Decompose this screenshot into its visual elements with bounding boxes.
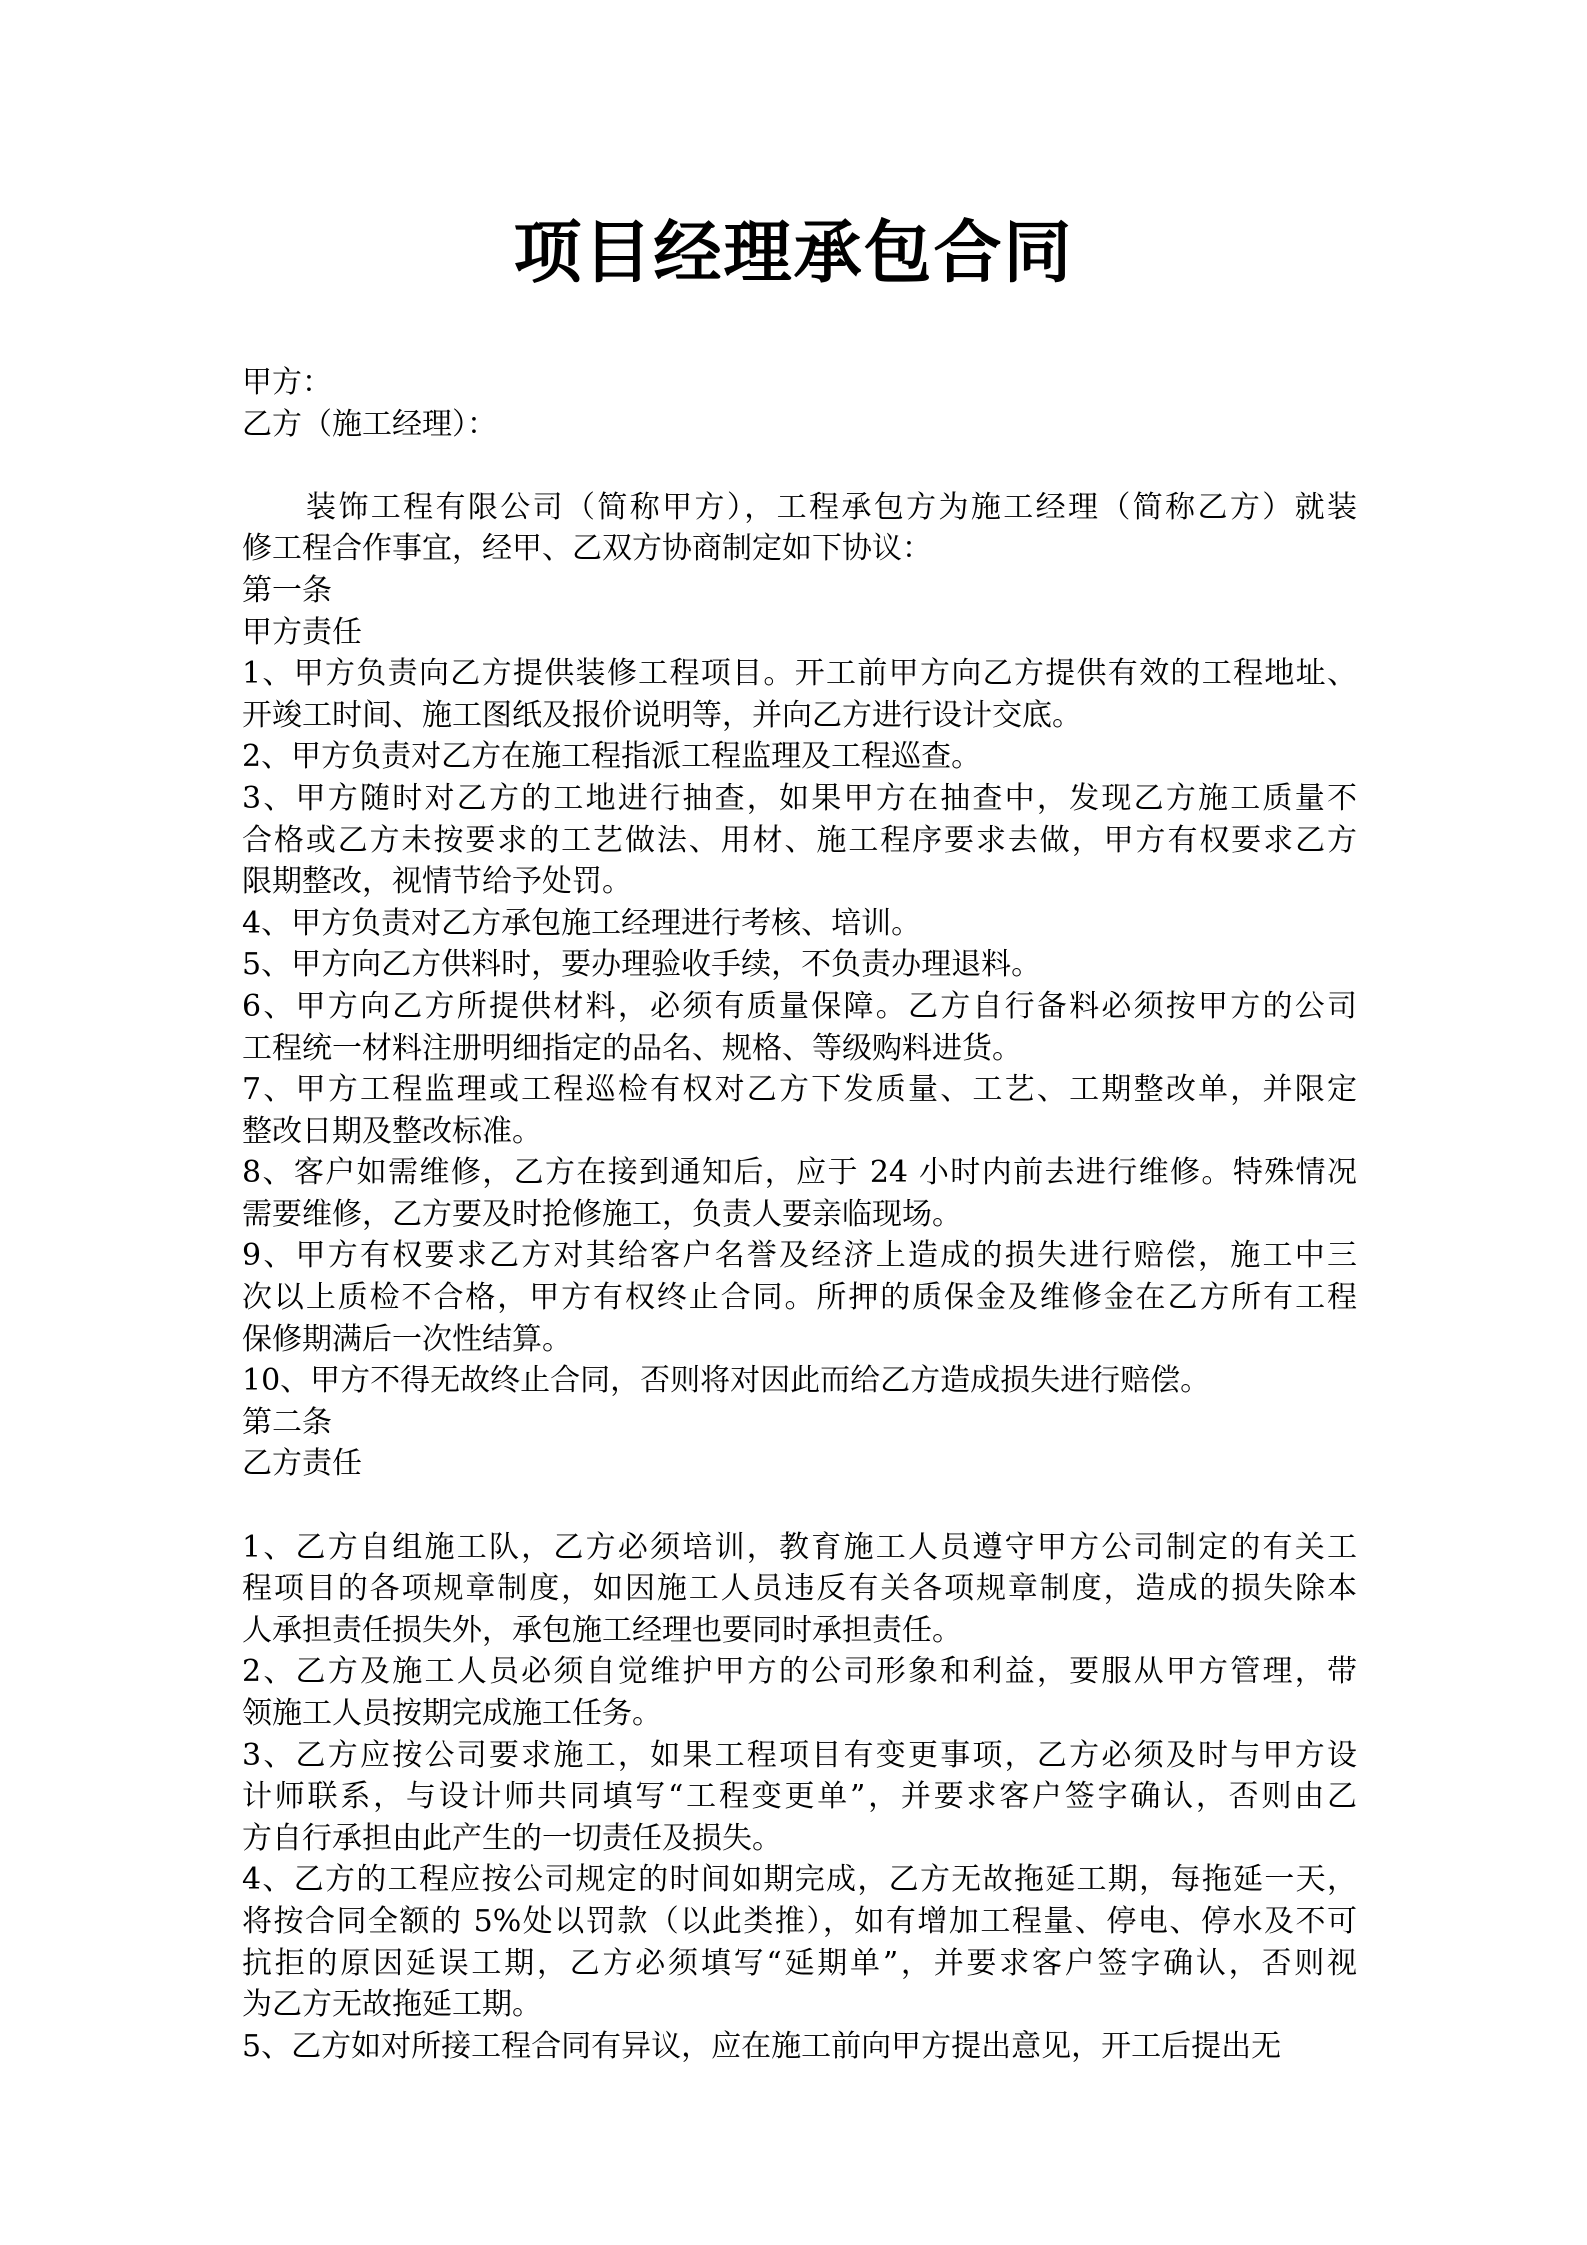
article-1-items <box>242 653 1357 1402</box>
clause-item <box>242 1527 1357 1652</box>
article-2-items <box>242 1527 1357 2068</box>
article-1-heading: 第一条 <box>242 572 332 608</box>
clause-line: 3、甲方随时对乙方的工地进行抽查，如果甲方在抽查中，发现乙方施工质量不 <box>242 780 1357 816</box>
intro-line: 修工程合作事宜，经甲、乙双方协商制定如下协议： <box>242 531 932 567</box>
clause-line: 计师联系，与设计师共同填写“工程变更单”，并要求客户签字确认，否则由乙 <box>242 1779 1357 1815</box>
article-2-heading: 第二条 <box>242 1404 332 1440</box>
clause-line: 6、甲方向乙方所提供材料，必须有质量保障。乙方自行备料必须按甲方的公司 <box>242 988 1357 1024</box>
party-a-label: 甲方： <box>242 365 332 400</box>
clause-line: 保修期满后一次性结算。 <box>242 1321 572 1357</box>
clause-line: 10、甲方不得无故终止合同，否则将对因此而给乙方造成损失进行赔偿。 <box>242 1363 1211 1399</box>
clause-item <box>242 944 1357 986</box>
clause-line: 程项目的各项规章制度，如因施工人员违反有关各项规章制度，造成的损失除本 <box>242 1571 1357 1607</box>
clause-line: 5、甲方向乙方供料时，要办理验收手续，不负责办理退料。 <box>242 947 1042 983</box>
clause-item <box>242 1651 1357 1734</box>
article-1-subheading: 甲方责任 <box>242 614 362 650</box>
clause-line: 2、乙方及施工人员必须自觉维护甲方的公司形象和利益，要服从甲方管理，带 <box>242 1654 1357 1690</box>
clause-line: 7、甲方工程监理或工程巡检有权对乙方下发质量、工艺、工期整改单，并限定 <box>242 1072 1357 1108</box>
clause-line: 抗拒的原因延误工期，乙方必须填写“延期单”，并要求客户签字确认，否则视 <box>242 1945 1357 1981</box>
clause-line: 2、甲方负责对乙方在施工程指派工程监理及工程巡查。 <box>242 739 982 775</box>
document-body <box>242 362 1357 2067</box>
clause-line: 整改日期及整改标准。 <box>242 1113 542 1149</box>
clause-line: 4、甲方负责对乙方承包施工经理进行考核、培训。 <box>242 905 922 941</box>
clause-item <box>242 2026 1357 2068</box>
clause-line: 次以上质检不合格，甲方有权终止合同。所押的质保金及维修金在乙方所有工程 <box>242 1280 1357 1316</box>
clause-line: 3、乙方应按公司要求施工，如果工程项目有变更事项，乙方必须及时与甲方设 <box>242 1737 1357 1773</box>
clause-line: 需要维修，乙方要及时抢修施工，负责人要亲临现场。 <box>242 1196 962 1232</box>
clause-item <box>242 1069 1357 1152</box>
document-title: 项目经理承包合同 <box>513 213 1074 293</box>
clause-line: 人承担责任损失外，承包施工经理也要同时承担责任。 <box>242 1612 962 1648</box>
clause-item <box>242 986 1357 1069</box>
clause-line: 方自行承担由此产生的一切责任及损失。 <box>242 1820 782 1856</box>
clause-item <box>242 1235 1357 1360</box>
clause-line: 9、甲方有权要求乙方对其给客户名誉及经济上造成的损失进行赔偿，施工中三 <box>242 1238 1357 1274</box>
clause-line: 5、乙方如对所接工程合同有异议，应在施工前向甲方提出意见，开工后提出无 <box>242 2028 1282 2064</box>
clause-line: 1、乙方自组施工队，乙方必须培训，教育施工人员遵守甲方公司制定的有关工 <box>242 1529 1357 1565</box>
clause-item <box>242 1152 1357 1235</box>
clause-line: 将按合同全额的 5%处以罚款（以此类推），如有增加工程量、停电、停水及不可 <box>242 1903 1357 1939</box>
spacer <box>242 1485 1357 1527</box>
spacer <box>242 445 1357 487</box>
clause-item <box>242 903 1357 945</box>
clause-line: 领施工人员按期完成施工任务。 <box>242 1696 662 1731</box>
clause-line: 限期整改，视情节给予处罚。 <box>242 864 632 900</box>
clause-line: 工程统一材料注册明细指定的品名、规格、等级购料进货。 <box>242 1030 1022 1066</box>
clause-item <box>242 736 1357 778</box>
clause-item <box>242 778 1357 903</box>
party-b-label: 乙方（施工经理）： <box>242 406 497 442</box>
clause-item <box>242 1735 1357 1860</box>
article-2-subheading: 乙方责任 <box>242 1446 362 1482</box>
clause-item <box>242 1859 1357 2025</box>
clause-line: 开竣工时间、施工图纸及报价说明等，并向乙方进行设计交底。 <box>242 697 1082 733</box>
clause-line: 1、甲方负责向乙方提供装修工程项目。开工前甲方向乙方提供有效的工程地址、 <box>242 656 1357 692</box>
clause-line: 合格或乙方未按要求的工艺做法、用材、施工程序要求去做，甲方有权要求乙方 <box>242 822 1357 858</box>
clause-item <box>242 1360 1357 1402</box>
intro-line: 装饰工程有限公司（简称甲方），工程承包方为施工经理（简称乙方）就装 <box>306 489 1357 525</box>
clause-line: 4、乙方的工程应按公司规定的时间如期完成，乙方无故拖延工期，每拖延一天， <box>242 1862 1357 1898</box>
clause-item <box>242 653 1357 736</box>
clause-line: 8、客户如需维修，乙方在接到通知后，应于 24 小时内前去进行维修。特殊情况 <box>242 1155 1357 1191</box>
clause-line: 为乙方无故拖延工期。 <box>242 1987 542 2023</box>
